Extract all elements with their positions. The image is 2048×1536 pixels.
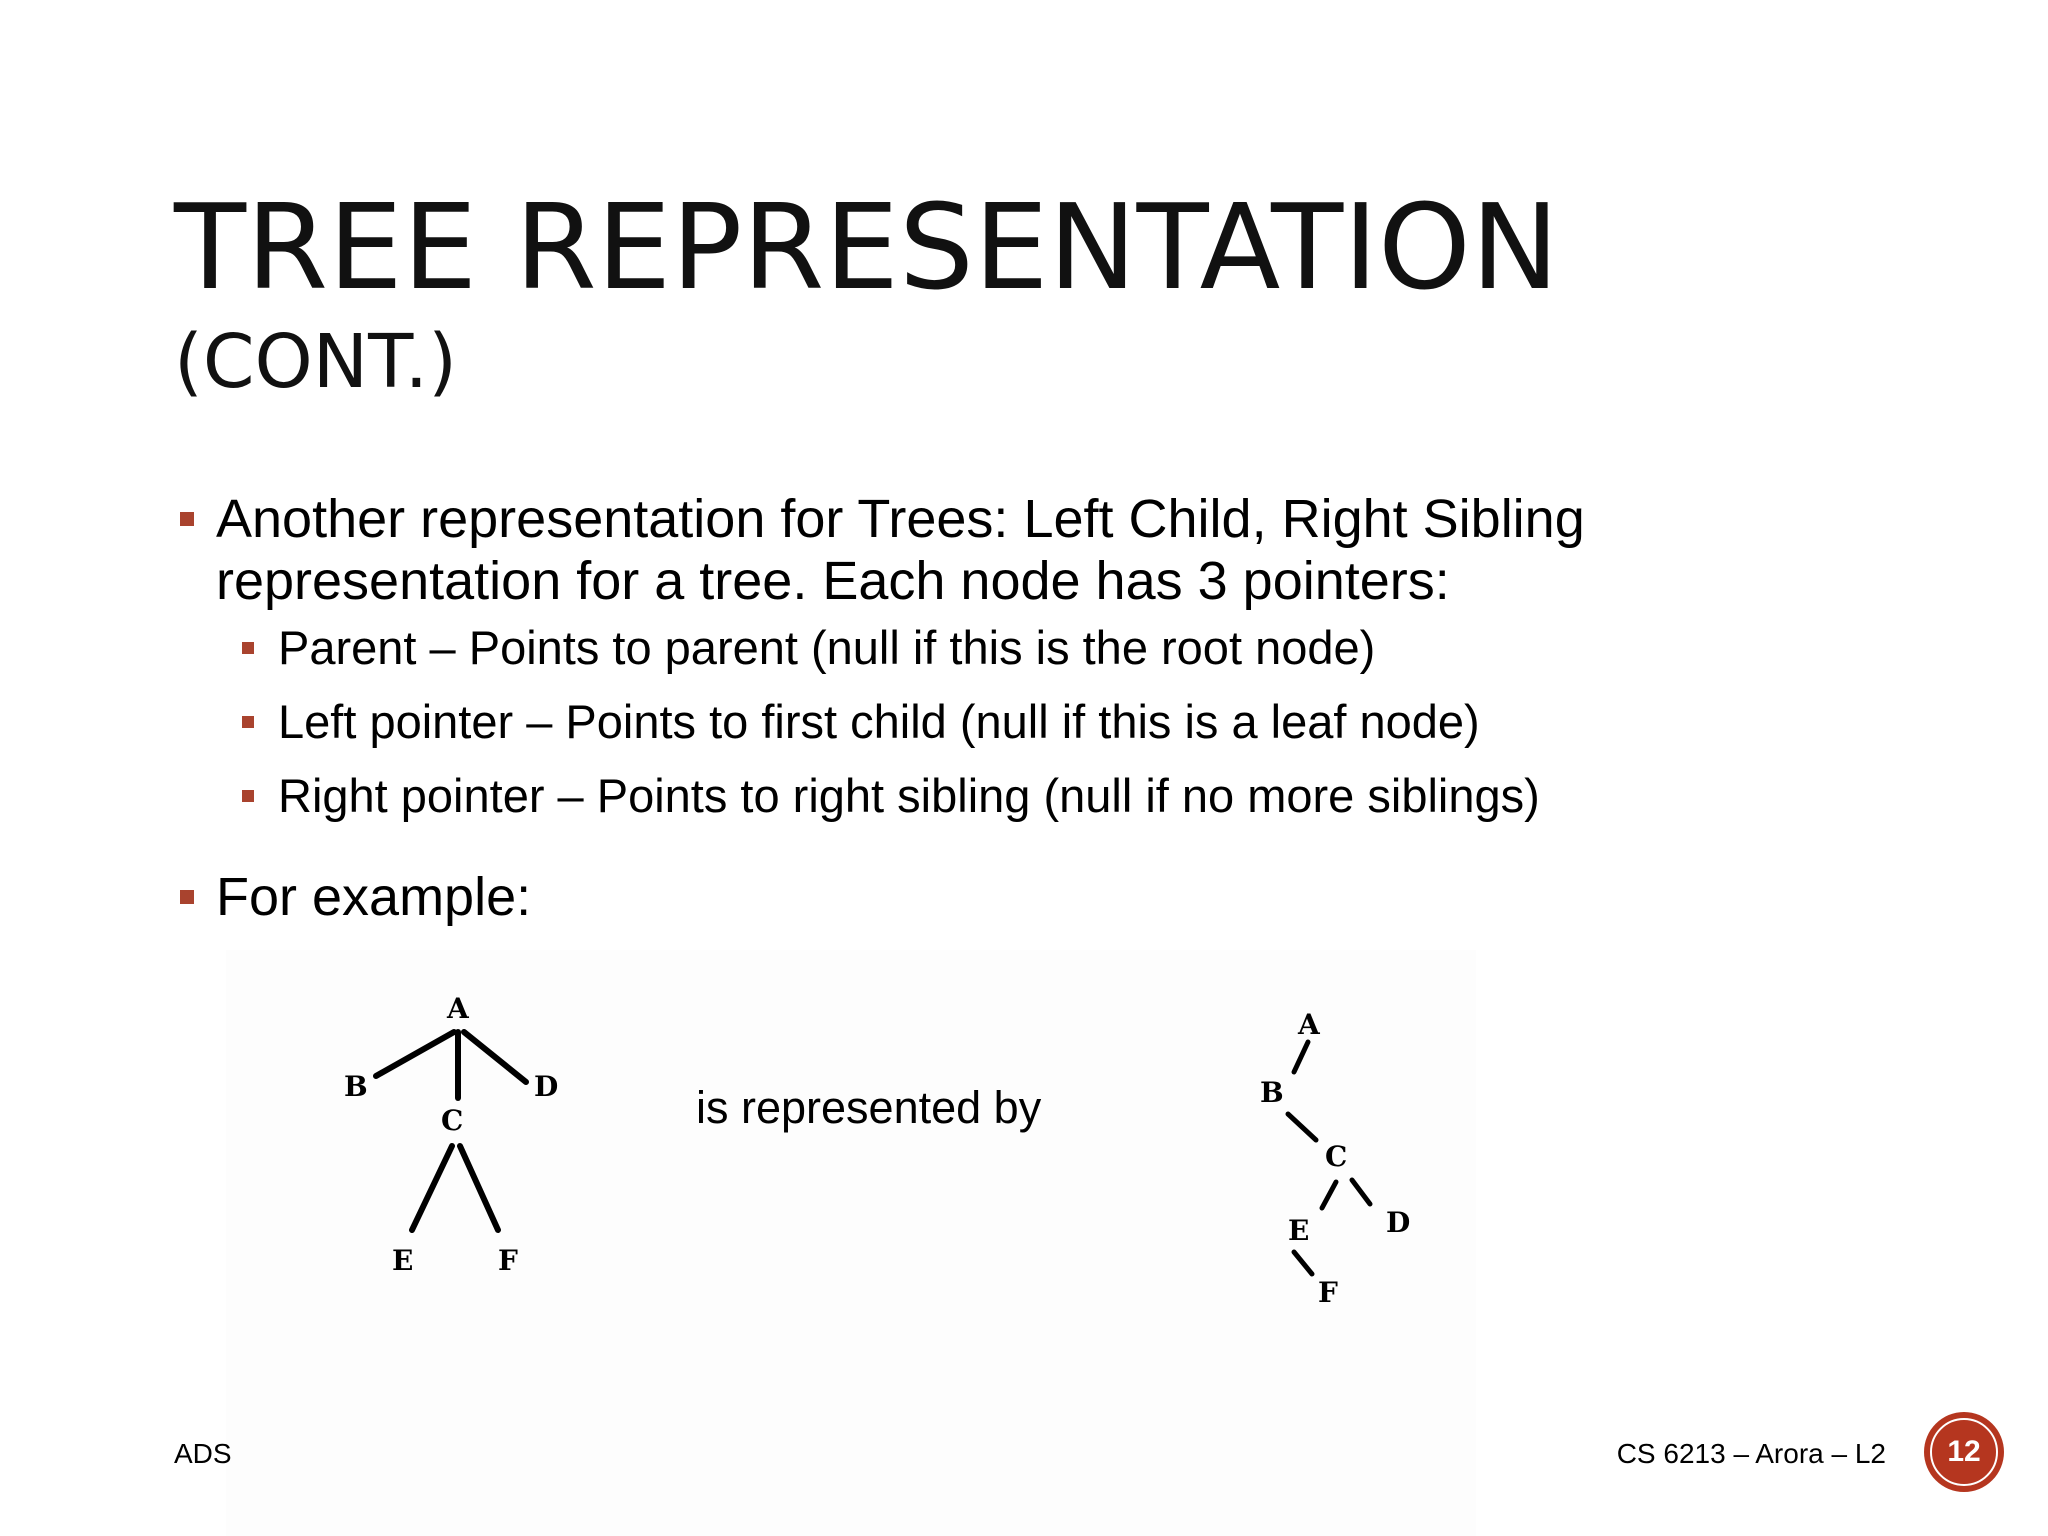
tree-node: A bbox=[447, 992, 469, 1025]
bullet-item: Another representation for Trees: Left Child, Right Sibling representation for a tree. Each node has 3 pointers: bbox=[216, 489, 1585, 611]
tree-node: E bbox=[392, 1244, 414, 1277]
sub-bullet-square-icon bbox=[242, 716, 254, 728]
tree-node: B bbox=[344, 1070, 368, 1103]
tree-node: D bbox=[534, 1070, 559, 1103]
bullet-square-icon bbox=[180, 512, 194, 526]
page-number: 12 bbox=[1947, 1435, 1981, 1468]
bullet-item: For example: bbox=[216, 867, 532, 927]
figure-caption: is represented by bbox=[696, 1082, 1042, 1133]
tree-node: E bbox=[1288, 1214, 1310, 1247]
tree-node: C bbox=[441, 1104, 464, 1137]
sub-bullet-item: Left pointer – Points to first child (null if this is a leaf node) bbox=[278, 695, 1480, 748]
tree-node: C bbox=[1325, 1140, 1348, 1173]
sub-bullet-square-icon bbox=[242, 642, 254, 654]
bullet-square-icon bbox=[180, 890, 194, 904]
slide-title: TREE REPRESENTATION bbox=[174, 178, 1560, 316]
footer-course-label: ADS bbox=[174, 1438, 232, 1469]
sub-bullet-item: Parent – Points to parent (null if this is the root node) bbox=[278, 621, 1376, 674]
lcrs-tree-diagram bbox=[1250, 1002, 1450, 1322]
sub-bullet-item: Right pointer – Points to right sibling (null if no more siblings) bbox=[278, 769, 1540, 822]
slide-subtitle: (CONT.) bbox=[174, 319, 457, 405]
tree-node: F bbox=[498, 1244, 518, 1277]
tree-node: F bbox=[1318, 1276, 1338, 1309]
tree-node: A bbox=[1298, 1008, 1320, 1041]
sub-bullet-square-icon bbox=[242, 790, 254, 802]
tree-node: B bbox=[1260, 1076, 1284, 1109]
general-tree-diagram bbox=[320, 990, 580, 1300]
tree-node: D bbox=[1386, 1206, 1411, 1239]
footer-course-info: CS 6213 – Arora – L2 bbox=[1616, 1438, 1886, 1469]
